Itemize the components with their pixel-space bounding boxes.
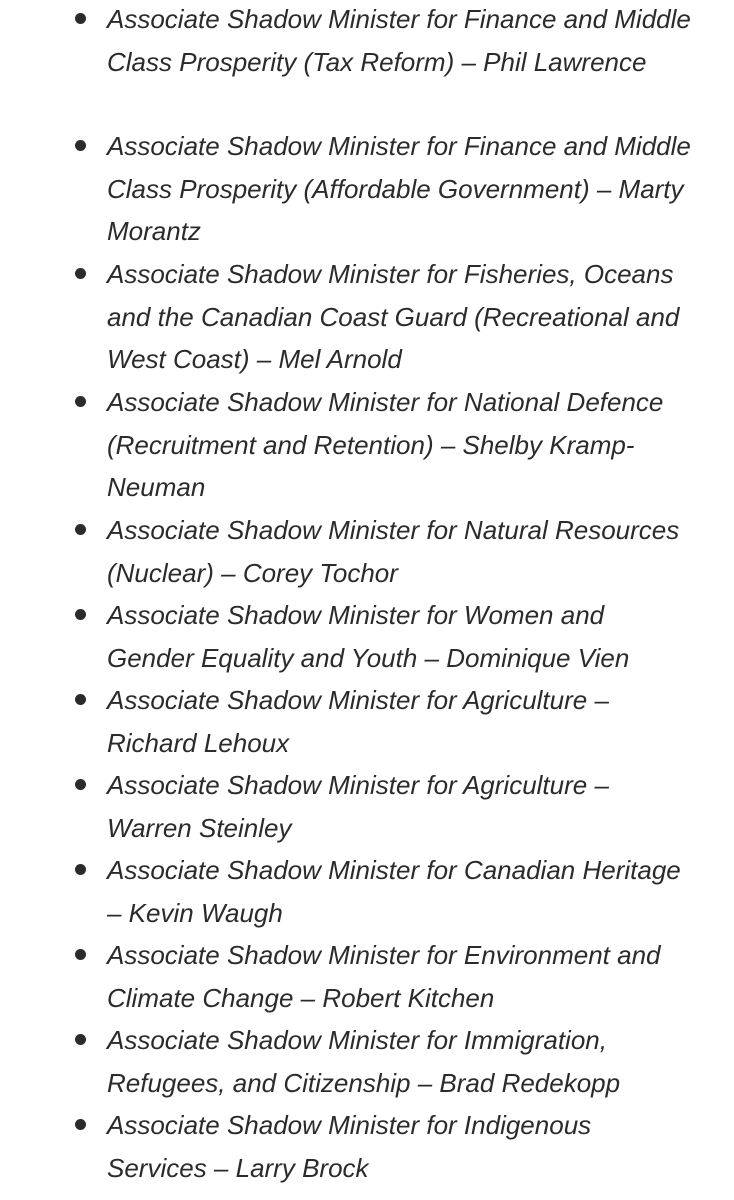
bullet-icon xyxy=(75,779,86,790)
bullet-icon xyxy=(75,949,86,960)
list-item-text: Associate Shadow Minister for Finance and Middle Class Prosperity (Tax Reform) – Phil Lawrence xyxy=(107,4,691,77)
bullet-icon xyxy=(75,1119,86,1130)
list-item xyxy=(0,1019,734,1104)
bullet-icon xyxy=(75,694,86,705)
list-item-text: Associate Shadow Minister for Women and Gender Equality and Youth – Dominique Vien xyxy=(107,600,630,673)
bullet-icon xyxy=(75,864,86,875)
bullet-icon xyxy=(75,609,86,620)
bullet-icon xyxy=(75,524,86,535)
list-item xyxy=(0,764,734,849)
list-item xyxy=(0,125,734,253)
list-item-text: Associate Shadow Minister for Fisheries, Oceans and the Canadian Coast Guard (Recreational and West Coast) – Mel Arnold xyxy=(107,259,680,375)
list-item-text: Associate Shadow Minister for Agriculture – Richard Lehoux xyxy=(107,685,609,758)
bullet-icon xyxy=(75,1034,86,1045)
list-item xyxy=(0,381,734,509)
list-item-text: Associate Shadow Minister for Immigration, Refugees, and Citizenship – Brad Redekopp xyxy=(107,1025,621,1098)
list-item-text: Associate Shadow Minister for Finance and Middle Class Prosperity (Affordable Government) – Marty Morantz xyxy=(107,131,691,247)
list-item-text: Associate Shadow Minister for National Defence (Recruitment and Retention) – Shelby Kramp-Neuman xyxy=(107,387,664,503)
list-item-text: Associate Shadow Minister for Agriculture – Warren Steinley xyxy=(107,770,609,843)
list-item xyxy=(0,0,734,83)
list-item xyxy=(0,849,734,934)
bullet-icon xyxy=(75,396,86,407)
bullet-icon xyxy=(75,268,86,279)
list-item xyxy=(0,1104,734,1189)
list-item xyxy=(0,509,734,594)
bullet-icon xyxy=(75,140,86,151)
list-item-text: Associate Shadow Minister for Environment and Climate Change – Robert Kitchen xyxy=(107,940,661,1013)
list-item xyxy=(0,679,734,764)
list-item-text: Associate Shadow Minister for Canadian Heritage – Kevin Waugh xyxy=(107,855,681,928)
list-item-text: Associate Shadow Minister for Natural Resources (Nuclear) – Corey Tochor xyxy=(107,515,680,588)
list-item-text: Associate Shadow Minister for Indigenous Services – Larry Brock xyxy=(107,1110,592,1183)
list-item xyxy=(0,934,734,1019)
bullet-icon xyxy=(75,13,86,24)
list-item xyxy=(0,253,734,381)
list-item xyxy=(0,594,734,679)
